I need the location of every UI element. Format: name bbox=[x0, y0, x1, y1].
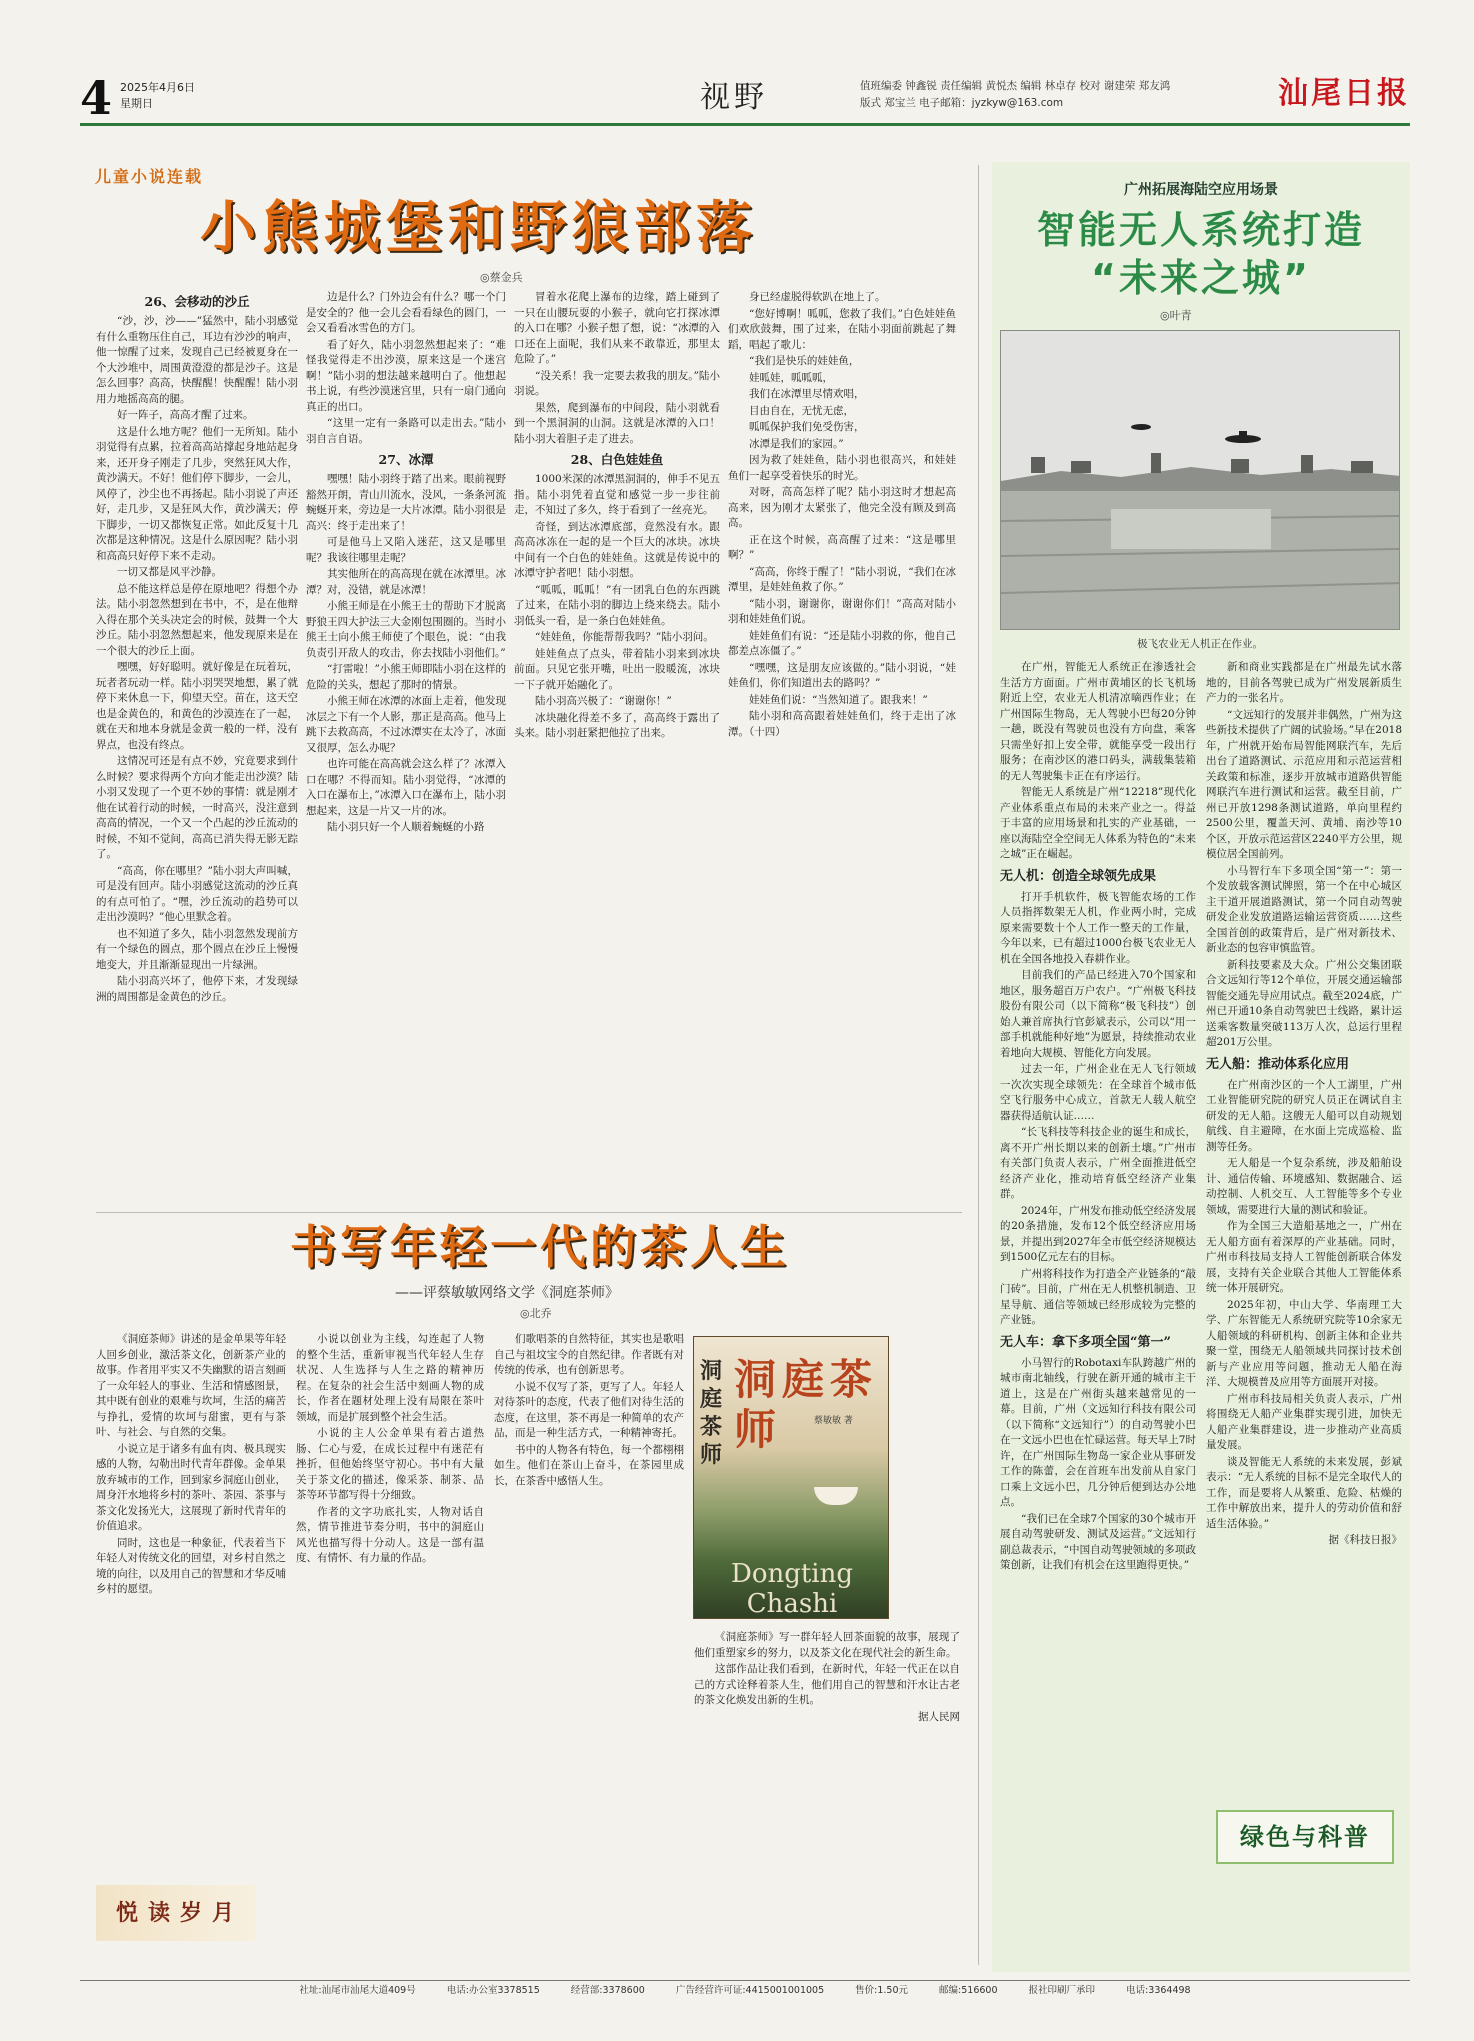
chapter-26-title: 26、会移动的沙丘 bbox=[144, 294, 250, 309]
source-credit: 据人民网 bbox=[918, 1710, 960, 1723]
paragraph: 果然，爬到瀑布的中间段，陆小羽就看到一个黑洞洞的山洞。这就是冰潭的入口！陆小羽大着胆子走了进去。 bbox=[514, 401, 720, 445]
paragraph: 这是什么地方呢？他们一无所知。陆小羽觉得有点累，拉着高高站撑起身地站起身来，还开身子刚走了几步，突然狂风大作，黄沙满天。不好！他们停下脚步，一会儿，风停了，沙尘也不再扬起。陆小羽说了声还好，走几步，又是狂风大作，黄沙满天；停下脚步，一切又都恢复正常。如此反复十几次都是这种情况。这是什么原因呢？陆小羽和高高只好停下来不走动。 bbox=[96, 425, 298, 562]
story1-byline: ◎蔡金兵 bbox=[480, 271, 523, 284]
chapter-27-title: 27、冰潭 bbox=[378, 452, 434, 467]
song-line: 冰潭是我们的家园。” bbox=[749, 437, 844, 450]
reading-column-tag: 悦读岁月 bbox=[96, 1885, 256, 1941]
story3-column-2 bbox=[296, 1332, 484, 1952]
paragraph: 小熊王师是在小熊王士的帮助下才脱离野狼王四大护法三大金刚包围圈的。当时小熊王士向小熊王师使了个眼色，说：“由我负责引开敌人的攻击，你去找陆小羽他们。” bbox=[306, 600, 506, 659]
story3-headline: 书写年轻一代的茶人生 bbox=[290, 1220, 790, 1274]
paragraph: 对呀，高高怎样了呢？陆小羽这时才想起高高来，因为刚才太紧张了，他完全没有顾及到高高。 bbox=[728, 486, 956, 529]
paragraph: 边是什么？门外边会有什么？哪一个门是安全的？他一会儿会看看绿色的圆门，一会又看看冰雪色的方门。 bbox=[306, 291, 506, 334]
paragraph: “娃娃鱼，你能帮帮我吗？”陆小羽问。 bbox=[535, 631, 714, 643]
story3-column-4 bbox=[694, 1630, 960, 1950]
paragraph: 看了好久，陆小羽忽然想起来了：“难怪我觉得走不出沙漠，原来这是一个迷宫啊！”陆小羽的想法越来越明白了。他想起书上说，有些沙漠迷宫里，只有一扇门通向真正的出口。 bbox=[306, 338, 506, 413]
book-spine-title: 洞庭茶师 bbox=[700, 1358, 723, 1468]
footer-item: 经营部:3378600 bbox=[570, 1985, 645, 1996]
paragraph: 智能无人系统是广州“12218”现代化产业体系重点布局的未来产业之一。得益于丰富的应用场景和扎实的产业基础，一座以海陆空全空间无人体系为特色的“未来之城”正在崛起。 bbox=[1000, 786, 1196, 860]
section-divider bbox=[96, 1212, 962, 1213]
paragraph: 在广州南沙区的一个人工湖里，广州工业智能研究院的研究人员正在调试自主研发的无人船。这艘无人船可以自动规划航线、自主避障，在水面上完成巡检、监测等任务。 bbox=[1206, 1078, 1402, 1153]
footer-item: 售价:1.50元 bbox=[855, 1985, 909, 1996]
paragraph: 这部作品让我们看到，在新时代，年轻一代正在以自己的方式诠释着茶人生，他们用自己的智慧和汗水让古老的茶文化焕发出新的生机。 bbox=[694, 1663, 960, 1706]
story3-subheadline: ——评蔡敏敏网络文学《洞庭茶师》 bbox=[395, 1285, 619, 1301]
paragraph: 小说以创业为主线，勾连起了人物的整个生活，重新审视当代年轻人生存状况、人生选择与人生之路的精神历程。在复杂的社会生活中刻画人物的成长，作者在题材处理上没有局限在茶叶领域，而是扩展到整个社会生活。 bbox=[296, 1333, 484, 1423]
paragraph: 陆小羽只好一个人顺着蜿蜒的小路 bbox=[327, 821, 485, 833]
story1-column-1 bbox=[96, 290, 298, 1210]
paragraph: 因为救了娃娃鱼，陆小羽也很高兴，和娃娃鱼们一起享受着快乐的时光。 bbox=[728, 454, 956, 482]
page-footer bbox=[80, 1980, 1410, 1998]
paragraph: “陆小羽，谢谢你，谢谢你们！”高高对陆小羽和娃娃鱼们说。 bbox=[728, 597, 956, 625]
paragraph: 过去一年，广州企业在无人飞行领域一次次实现全球领先：在全球首个城市低空飞行服务中心成立，首款无人载人航空器获得适航认证…… bbox=[1000, 1063, 1196, 1122]
paragraph: 娃娃鱼们说：“当然知道了。跟我来！” bbox=[749, 693, 928, 706]
paragraph: 小说立足于诸多有血有肉、极具现实感的人物，勾勒出时代青年群像。金单果放弃城市的工作，回到家乡洞庭山创业，周身汗水地将乡村的茶叶、茶园、茶事与茶文化发扬光大，这展现了新时代青年的价值追求。 bbox=[96, 1442, 286, 1532]
paragraph: “文远知行的发展并非偶然，广州为这些新技术提供了广阔的试验场。”早在2018年，广州就开始布局智能网联汽车，先后出台了道路测试、示范应用和示范运营相关政策和标准，逐步开放城市道路供智能网联汽车进行测试和运营。截至目前，广州已开放1298条测试道路，单向里程约2500公里，覆盖天河、黄埔、南沙等10个区，开放示范运营区2240平方公里，规模位居全国前列。 bbox=[1206, 708, 1402, 860]
paragraph: 小说的主人公金单果有着古道热肠、仁心与爱，在成长过程中有迷茫有挫折，但他始终坚守初心。书中有大量关于茶文化的描述，像采茶、制茶、品茶等环节都写得十分细致。 bbox=[296, 1427, 484, 1501]
paragraph: 一切又都是风平沙静。 bbox=[117, 566, 222, 578]
subhead-vessels: 无人船：推动体系化应用 bbox=[1206, 1056, 1350, 1072]
newspaper-logo: 汕尾日报 bbox=[1278, 76, 1410, 111]
date-text: 2025年4月6日 bbox=[120, 81, 195, 94]
paragraph: 作为全国三大造船基地之一，广州在无人船方面有着深厚的产业基础。同时，广州市科技局支持人工智能创新联合体发展，支持有关企业联合其他人工智能体系统一体开展研究。 bbox=[1206, 1220, 1402, 1294]
song-line: 目由自在，无忧无虑， bbox=[749, 404, 854, 417]
footer-item: 邮编:516600 bbox=[939, 1985, 998, 1996]
editorial-credits bbox=[860, 78, 1170, 112]
story1-column-4 bbox=[728, 290, 956, 1210]
paragraph: 作者的文字功底扎实，人物对话自然，情节推进节奏分明，书中的洞庭山风光也描写得十分动人。这是一部有温度、有情怀、有力量的作品。 bbox=[296, 1505, 484, 1564]
drone-farm-photo bbox=[1000, 330, 1400, 630]
song-line: 我们在冰潭里尽情欢唱， bbox=[749, 388, 865, 400]
paragraph: 书中的人物各有特色，每一个都栩栩如生。他们在茶山上奋斗，在茶园里成长，在茶香中感悟人生。 bbox=[494, 1443, 684, 1487]
paragraph: 2024年，广州发布推动低空经济发展的20条措施，发布12个低空经济应用场景，并提出到2027年全市低空经济规模达到1500亿元左右的目标。 bbox=[1000, 1204, 1196, 1263]
song-line: 呱呱保护我们免受伤害， bbox=[749, 421, 865, 433]
story2-kicker: 广州拓展海陆空应用场景 bbox=[1124, 182, 1278, 198]
green-science-tag: 绿色与科普 bbox=[1216, 1810, 1394, 1864]
paragraph: 可是他马上又陷入迷茫，这又是哪里呢？我该往哪里走呢？ bbox=[306, 536, 506, 564]
paragraph: “高高，你终于醒了！”陆小羽说，“我们在冰潭里，是娃娃鱼救了你。” bbox=[728, 565, 956, 593]
paragraph: 陆小羽高兴极了：“谢谢你！” bbox=[535, 695, 672, 707]
story3-byline: ◎北乔 bbox=[520, 1307, 552, 1320]
photo-caption: 极飞农业无人机正在作业。 bbox=[1137, 638, 1263, 650]
paragraph: 娃娃鱼们有说：“还是陆小羽救的你，他自己都差点冻僵了。” bbox=[728, 629, 956, 657]
footer-item: 电话:3364498 bbox=[1126, 1985, 1191, 1996]
paragraph: 目前我们的产品已经进入70个国家和地区，服务超百万户农户。“广州极飞科技股份有限公司（以下简称“极飞科技”）创始人兼首席执行官彭斌表示，公司以“用一部手机就能种好地”为愿景，持续推动农业着地向大规模、智能化方向发展。 bbox=[1000, 969, 1196, 1059]
paragraph: “这里一定有一条路可以走出去。”陆小羽自言自语。 bbox=[306, 417, 506, 445]
paragraph: “长飞科技等科技企业的诞生和成长，离不开广州长期以来的创新土壤。”广州市有关部门负责人表示，广州全面推进低空经济产业化，推动培育低空经济产业集群。 bbox=[1000, 1126, 1196, 1200]
book-cover bbox=[693, 1336, 889, 1619]
subhead-drones: 无人机：创造全球领先成果 bbox=[1000, 868, 1157, 884]
paragraph: 陆小羽和高高跟着娃娃鱼们，终于走出了冰潭。（十四） bbox=[728, 710, 956, 738]
paragraph: 新科技要素及大众。广州公交集团联合文远知行等12个单位，开展交通运输部智能交通先导应用试点。截至2024底，广州已开通10条自动驾驶巴士线路，累计运送乘客数量突破113万人次，总运行里程超201万公里。 bbox=[1206, 958, 1402, 1048]
paragraph: 广州将科技作为打造全产业链条的“敲门砖”。目前，广州在无人机整机制造、卫星导航、通信等领域已经形成较为完整的产业链。 bbox=[1000, 1267, 1196, 1326]
paragraph: 2025年初，中山大学、华南理工大学、广东智能无人系统研究院等10余家无人船领域的科研机构、创新主体和企业共聚一堂，围绕无人船领域共同探讨技术创新与产业应用等问题，推动无人船在海洋、大规模普及应用等方面展开对接。 bbox=[1206, 1298, 1402, 1388]
paragraph: 好一阵子，高高才醒了过来。 bbox=[117, 409, 254, 421]
paragraph: 在广州，智能无人系统正在渗透社会生活方方面面。广州市黄埔区的长飞机场附近上空，农业无人机清凉嘀西作业；在广州国际生物岛，无人驾驶小巴每20分钟一趟，既没有驾驶员也没有方向盘，乘客只需坐好扣上安全带，就能享受一段出行服务；在南沙区的港口码头，满载集装箱的无人驾驶集卡正在有序运行。 bbox=[1000, 661, 1196, 782]
book-english-title: Dongting Chashi bbox=[730, 1559, 854, 1619]
paragraph: 谈及智能无人系统的未来发展，彭斌表示：“无人系统的目标不是完全取代人的工作，而是要将人从繁重、危险、枯燥的工作中解放出来，提升人的劳动价值和舒适生活体验。” bbox=[1206, 1455, 1402, 1530]
masthead bbox=[80, 70, 1410, 126]
footer-item: 社址:汕尾市汕尾大道409号 bbox=[299, 1985, 416, 1996]
paragraph: 新和商业实践都是在广州最先试水落地的，目前各驾驶已成为广州发展新质生产力的一张名片。 bbox=[1206, 661, 1402, 704]
paragraph: 正在这个时候，高高醒了过来：“这是哪里啊？” bbox=[728, 533, 956, 561]
paragraph: 们歌唱茶的自然特征，其实也是歌唱自己与祖坟宝令的自然纪律。作者既有对传统的传承，也有创新思考。 bbox=[494, 1333, 684, 1376]
paragraph: 打开手机软件，极飞智能农场的工作人员指挥数架无人机，作业两小时，完成原来需要数十个人工作一整天的工作量，今年以来，已有超过1000台极飞农业无人机在全国各地投入春耕作业。 bbox=[1000, 890, 1196, 965]
story3-column-1 bbox=[96, 1332, 286, 1872]
paragraph: 小马智行车下多项全国“第一”：第一个发放载客测试牌照，第一个在中心城区主干道开展道路测试，第一个同自动驾驶研发企业发放道路运输运营资质……这些全国首创的政策背后，是广州对新技术、新业态的包容审慎监管。 bbox=[1206, 864, 1402, 954]
credits-line-1: 值班编委 钟鑫锐 责任编辑 黄悦杰 编辑 林卓存 校对 谢建荣 郑友鸿 bbox=[860, 80, 1171, 92]
book-title: 洞庭茶师 bbox=[734, 1355, 879, 1454]
story1-column-3 bbox=[514, 290, 720, 1210]
issue-date bbox=[120, 80, 195, 112]
story2-headline bbox=[992, 206, 1410, 302]
book-author: 蔡敏敏 著 bbox=[814, 1416, 853, 1426]
paragraph: 小说不仅写了茶，更写了人。年轻人对待茶叶的态度，代表了他们对待生活的态度，在这里，茶不再是一种简单的农产品，而是一种生活方式，一种精神寄托。 bbox=[494, 1380, 684, 1439]
landscape-illustration bbox=[1001, 331, 1400, 630]
headline-line-2: “未来之城” bbox=[1091, 256, 1311, 300]
teacup-icon bbox=[814, 1487, 858, 1505]
subhead-vehicles: 无人车：拿下多项全国“第一” bbox=[1000, 1334, 1171, 1350]
paragraph: 同时，这也是一种象征，代表着当下年轻人对传统文化的回望，对乡村自然之境的向往，以及用自己的智慧和才华反哺乡村的愿望。 bbox=[96, 1536, 286, 1595]
story3-column-3 bbox=[494, 1332, 684, 1952]
paragraph: 1000米深的冰潭黑洞洞的，伸手不见五指。陆小羽凭着直觉和感觉一步一步往前走，不知过了多久，终于看到了一丝亮光。 bbox=[514, 473, 720, 516]
paragraph: “嘿嘿，这是朋友应该做的。”陆小羽说，“娃娃鱼们，你们知道出去的路吗？” bbox=[728, 661, 956, 689]
story2-column-2 bbox=[1206, 660, 1402, 1800]
paragraph: 《洞庭茶师》写一群年轻人回茶面貌的故事，展现了他们重塑家乡的努力，以及茶文化在现代社会的新生命。 bbox=[694, 1631, 960, 1659]
paragraph: 无人船是一个复杂系统，涉及船舶设计、通信传输、环境感知、数据融合、运动控制、人机交互、人工智能等多个专业领域，需要进行大量的测试和验证。 bbox=[1206, 1157, 1402, 1216]
paragraph: 这情况可还是有点不妙，究竟要求到什么时候？要求得两个方向才能走出沙漠？陆小羽又发现了一个更不妙的事情：就是刚才他在试着行动的时候，一时高兴，没注意到高高的情况，一个又一个凸起的沙丘流动的时候，不知不觉间，高高已消失得无影无踪了。 bbox=[96, 755, 298, 860]
headline-line-1: 智能无人系统打造 bbox=[1036, 208, 1365, 252]
paragraph: “高高，你在哪里？”陆小羽大声叫喊，可是没有回声。陆小羽感觉这流动的沙丘真的有点可怕了。“嘿，沙丘流动的趋势可以走出沙漠吗？”他心里默念着。 bbox=[96, 864, 298, 923]
paragraph: “没关系！我一定要去救我的朋友。”陆小羽说。 bbox=[514, 369, 720, 397]
paragraph: 冰块融化得差不多了，高高终于露出了头来。陆小羽赶紧把他拉了出来。 bbox=[514, 711, 720, 739]
footer-item: 报社印刷厂承印 bbox=[1028, 1985, 1096, 1996]
song-line: “我们是快乐的娃娃鱼， bbox=[749, 355, 860, 367]
paragraph: 《洞庭茶师》讲述的是金单果等年轻人回乡创业，激活茶文化，创新茶产业的故事。作者用平实又不失幽默的语言刻画了一众年轻人的事业、生活和情感图景，其中既有创业的艰难与坎坷，生活的痛苦与挣扎，爱情的坎坷与甜蜜，更有与茶叶、与社会、与自然的交集。 bbox=[96, 1333, 286, 1438]
footer-item: 广告经营许可证:4415001001005 bbox=[675, 1985, 825, 1996]
paragraph: 冒着水花爬上瀑布的边缘，踏上碰到了一只在山腰玩耍的小猴子，就向它打探冰潭的入口在哪？小猴子想了想，说：“冰潭的入口还在上面呢，我们从来不敢靠近，那里太危险了。” bbox=[514, 291, 720, 365]
story1-column-2 bbox=[306, 290, 506, 1210]
page-number: 4 bbox=[80, 71, 113, 125]
paragraph: 总不能这样总是停在原地吧？得想个办法。陆小羽忽然想到在书中，不，是在他辩入得在那个关头决定会的时候，鼓舞一个大沙丘。陆小羽忽然想起来，他发现原来是在一个很大的沙丘上面。 bbox=[96, 582, 298, 657]
song-line: 娃呱娃，呱呱呱， bbox=[749, 371, 833, 384]
section-title: 视野 bbox=[700, 80, 768, 115]
paragraph: “沙，沙，沙——”猛然中，陆小羽感觉有什么重物压住自己，耳边有沙沙的响声，他一惊醒了过来，发现自己已经被夏身在一个大沙堆中，周围黄澄澄的都是沙子。这是怎么回事？高高，快醒醒！快醒醒！陆小羽用力地摇高高的腿。 bbox=[96, 315, 298, 405]
paragraph: 身已经虚脱得软趴在地上了。 bbox=[749, 291, 886, 303]
footer-item: 电话:办公室3378515 bbox=[446, 1985, 540, 1996]
paragraph: 小马智行的Robotaxi车队跨越广州的城市南北轴线，行驶在新开通的城市主干道上，这是在广州街头越来越常见的一幕。目前，广州（文远知行科技有限公司（以下简称“文远知行”）的自动驾驶小巴在一文远小巴也在忙碌运营。每天早上7时许，在广州国际生物岛一家企业从事研发工作的陈蕾，会在首班车出发前从自家门口乘上文远小巴，几分钟后便到达办公地点。 bbox=[1000, 1356, 1196, 1508]
paragraph: 娃娃鱼点了点头，带着陆小羽来到冰块前面。只见它张开嘴，吐出一股暖流，冰块一下子就开始融化了。 bbox=[514, 647, 720, 691]
paragraph: 也不知道了多久，陆小羽忽然发现前方有一个绿色的圆点，那个圆点在沙丘上慢慢地变大，并且渐渐显现出一片绿洲。 bbox=[96, 927, 298, 971]
story2-column-1 bbox=[1000, 660, 1196, 1960]
paragraph: 也许可能在高高就会这么样了？冰潭入口在哪？不得而知。陆小羽觉得，“冰潭的入口在瀑布上，”冰潭入口在瀑布上，陆小羽想起来，这是一片又一片的冰。 bbox=[306, 758, 506, 817]
paragraph: 嘿嘿，好好聪明。就好像是在玩着玩，玩者者玩动一样。陆小羽哭哭地想，累了就停下来休息一下，仰望天空。苗在，这天空也是金黄色的，和黄色的沙漠连在了一起，就在天和地本身就是金黄一般的一样，没有界点，也没有终点。 bbox=[96, 661, 298, 751]
serial-kicker: 儿童小说连载 bbox=[95, 167, 204, 186]
paragraph: 陆小羽高兴坏了，他停下来，才发现绿洲的周围都是金黄色的沙丘。 bbox=[96, 975, 298, 1003]
paragraph: 奇怪，到达冰潭底部，竟然没有水。跟高高冰冻在一起的是一个巨大的冰块。冰块中间有一个白色的娃娃鱼。这就是传说中的冰潭守护者吧！陆小羽想。 bbox=[514, 520, 720, 579]
paragraph: 嘿嘿！陆小羽终于踏了出来。眼前视野豁然开朗，青山川流水，没风，一条条河流蜿蜒开来，旁边是一大片冰潭。陆小羽很是高兴：终于走出来了！ bbox=[306, 473, 506, 532]
credits-line-2: 版式 郑宝兰 电子邮箱：jyzkyw@163.com bbox=[860, 97, 1064, 109]
story1-headline: 小熊城堡和野狼部落 bbox=[200, 196, 758, 261]
paragraph: 其实他所在的高高现在就在冰潭里。冰潭？对，没错，就是冰潭！ bbox=[306, 568, 506, 596]
paragraph: “我们已在全球7个国家的30个城市开展自动驾驶研发、测试及运营。”文远知行副总裁表示，“中国自动驾驶领域的多项政策创新，让我们有机会在这里跑得更快。” bbox=[1000, 1512, 1196, 1571]
story2-byline: ◎叶青 bbox=[1160, 309, 1192, 322]
paragraph: 小熊王师在冰潭的冰面上走着，他发现冰层之下有一个人影，那正是高高。他马上跳下去救高高，不过冰潭实在太冷了，冰面又很厚，怎么办呢？ bbox=[306, 695, 506, 754]
weekday-text: 星期日 bbox=[120, 97, 153, 110]
paragraph: “呱呱，呱呱！”有一团乳白色的东西跳了过来，在陆小羽的脚边上绕来绕去。陆小羽低头一看，是一条白色娃娃鱼。 bbox=[514, 583, 720, 627]
paragraph: “您好博啊！呱呱，您救了我们。”白色娃娃鱼们欢欣鼓舞，围了过来，在陆小羽面前跳起了舞蹈，唱起了歌儿： bbox=[728, 307, 956, 351]
chapter-28-title: 28、白色娃娃鱼 bbox=[570, 452, 664, 467]
paragraph: “打雷啦！”小熊王师即陆小羽在这样的危险的关头，想起了那时的情景。 bbox=[306, 663, 506, 691]
column-divider bbox=[978, 165, 979, 1965]
source-credit: 据《科技日报》 bbox=[1328, 1534, 1402, 1546]
paragraph: 广州市科技局相关负责人表示，广州将围绕无人船产业集群实现引进，加快无人船产业集群建设，进一步推动产业高质量发展。 bbox=[1206, 1392, 1402, 1451]
